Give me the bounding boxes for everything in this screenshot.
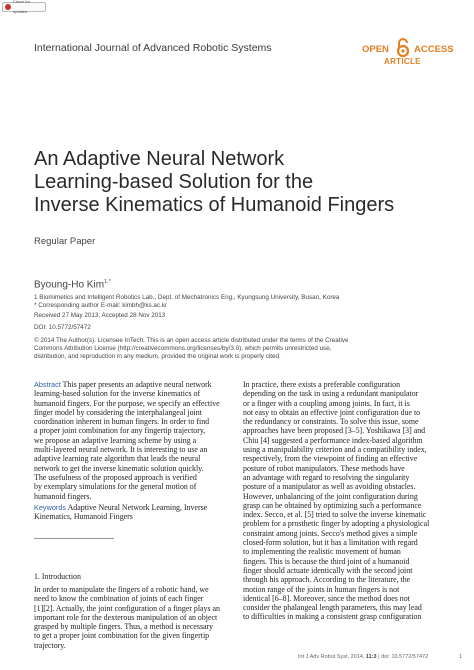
body-line: posture of robot manipulators. These methods have bbox=[243, 463, 405, 473]
author bbox=[34, 279, 111, 290]
body-line: through his approach. According to the literature, the bbox=[243, 575, 411, 585]
affiliation-line: 1 Biomimetics and Intelligent Robotics Lab., Dept. of Mechatronics Eng., Kyungsung University, Busan, Korea bbox=[34, 294, 340, 301]
open-access-left-label: OPEN bbox=[362, 44, 389, 55]
paper-type: Regular Paper bbox=[34, 236, 96, 247]
license-line: Commons Attribution License (http://creativecommons.org/licenses/by/3.0), which permits unrestricted use, bbox=[34, 345, 332, 352]
body-line: fingers. This is because the third joint of a humanoid bbox=[243, 556, 410, 566]
open-access-right-label: ACCESS bbox=[414, 44, 454, 55]
body-line: closed-form solution, but it has a limitation with regard bbox=[243, 538, 418, 548]
license-line: distribution, and reproduction in any medium, provided the original work is properly cited. bbox=[34, 353, 281, 360]
check-for-updates-badge[interactable] bbox=[2, 2, 46, 12]
intro-line: trajectory. bbox=[34, 640, 66, 650]
keywords-label: Keywords bbox=[34, 503, 67, 512]
intro-line: important role for the dexterous manipulation of an object bbox=[34, 612, 218, 622]
body-line: problem for a prosthetic finger by adopting a physiological bbox=[243, 519, 430, 529]
paper-title-line: Inverse Kinematics of Humanoid Fingers bbox=[34, 194, 395, 216]
intro-line: [1][2]. Actually, the joint configuration of a finger plays an bbox=[34, 603, 220, 613]
intro-line: grasped by multiple fingers. Thus, a method is necessary bbox=[34, 622, 214, 632]
open-access-logo bbox=[362, 38, 462, 68]
abstract-line: humanoid fingers. bbox=[34, 491, 92, 501]
body-line: identical [6–8]. Moreover, since the method does not bbox=[243, 593, 410, 603]
footer-doi: | doi: 10.5772/57472 bbox=[376, 654, 429, 660]
body-line: using a manipulability criterion and a compatibility index, bbox=[243, 445, 427, 455]
check-updates-label: Check for updates bbox=[12, 0, 31, 14]
abstract-line: coordination inherent in human fingers. In order to find bbox=[34, 417, 210, 427]
keywords bbox=[34, 503, 226, 522]
body-line: index. Secco, et al. [5] tried to solve the inverse kinematic bbox=[243, 510, 427, 520]
page-footer bbox=[298, 654, 428, 660]
body-line: to difficulties in making a consistent grasp configuration bbox=[243, 612, 422, 622]
right-column-text bbox=[243, 380, 453, 622]
paper-title-line: An Adaptive Neural Network bbox=[34, 148, 285, 170]
body-line: In practice, there exists a preferable configuration bbox=[243, 380, 401, 389]
body-line: Chiu [4] suggested a performance index-based algorithm bbox=[243, 435, 423, 445]
body-line: However, unbalancing of the joint configuration during bbox=[243, 491, 418, 501]
abstract-line: multi-layered neural network. It is interesting to use an bbox=[34, 445, 208, 455]
body-line: to implementing the realistic movement of human bbox=[243, 547, 401, 557]
corresponding-author: * Corresponding author E-mail: kimbh@ks.ac.kr bbox=[34, 302, 168, 309]
abstract-line: we propose an adaptive learning scheme by using a bbox=[34, 435, 197, 445]
license-line: © 2014 The Author(s). Licensee InTech. This is an open access article distributed under the terms of the Creative bbox=[34, 337, 349, 344]
abstract-line: network to get the inverse kinematic solution quickly. bbox=[34, 463, 204, 473]
body-line: the redundancy or constraints. To solve this issue, some bbox=[243, 417, 419, 427]
author-name: Byoung-Ho Kim bbox=[34, 279, 105, 291]
open-access-article-label: ARTICLE bbox=[384, 57, 421, 66]
body-line: motion range of the joints in human fingers is not bbox=[243, 584, 400, 594]
abstract-line: learning-based solution for the inverse kinematics of bbox=[34, 389, 201, 399]
footer-volume: 11:3 bbox=[365, 654, 377, 660]
introduction-text bbox=[34, 585, 226, 650]
received-accepted-dates: Received 27 May 2013; Accepted 28 Nov 2013 bbox=[34, 312, 166, 319]
body-line: finger should actuate identically with the second joint bbox=[243, 565, 413, 575]
body-line: not easy to obtain an effective joint configuration due to bbox=[243, 407, 421, 417]
abstract-line: adaptive learning rate algorithm that leads the neural bbox=[34, 454, 201, 464]
abstract-label: Abstract bbox=[34, 380, 61, 389]
affiliation bbox=[34, 294, 454, 310]
abstract-line: finger model by considering the interphalangeal joint bbox=[34, 407, 202, 417]
page-number: 1 bbox=[459, 654, 463, 660]
check-updates-icon bbox=[5, 4, 11, 10]
body-line: an advantage with regard to resolving the singularity bbox=[243, 472, 410, 482]
open-lock-icon bbox=[395, 38, 411, 58]
abstract bbox=[34, 380, 226, 501]
abstract-line: The usefulness of the proposed approach is verified bbox=[34, 472, 197, 482]
body-line: constraint among joints. Secco's method gives a simple bbox=[243, 528, 418, 538]
body-line: grasp can be obtained by optimizing such a performance bbox=[243, 500, 422, 510]
body-line: posture of a manipulator as well as avoiding obstacles. bbox=[243, 482, 416, 492]
author-marks: 1,* bbox=[104, 279, 111, 285]
intro-line: In order to manipulate the fingers of a robotic hand, we bbox=[34, 585, 209, 594]
keywords-line: Keywords Adaptive Neural Network Learning, Inverse bbox=[34, 503, 208, 512]
body-line: approaches have been proposed [3–5]. Yoshikawa [3] and bbox=[243, 426, 426, 436]
section-heading: 1. Introduction bbox=[34, 572, 81, 581]
body-line: respectively, from the viewpoint of finding an effective bbox=[243, 454, 418, 464]
doi: DOI: 10.5772/57472 bbox=[34, 324, 91, 331]
body-line: or a finger with a coupling among joints. In fact, it is bbox=[243, 398, 410, 408]
intro-line: need to know the combination of joints of each finger bbox=[34, 594, 204, 604]
body-line: depending on the task in using a redundant manipulator bbox=[243, 389, 419, 399]
abstract-line: a proper joint combination for any fingertip trajectory, bbox=[34, 426, 206, 436]
abstract-line: Abstract This paper presents an adaptive neural network bbox=[34, 380, 212, 389]
paper-title bbox=[34, 148, 454, 217]
body-line: consider the phalangeal length parameters, this may lead bbox=[243, 603, 422, 613]
abstract-line: by exemplary simulations for the general motion of bbox=[34, 482, 197, 492]
intro-line: to get a proper joint combination for the given fingertip bbox=[34, 631, 210, 641]
abstract-line: humanoid fingers. For the purpose, we specify an effective bbox=[34, 398, 220, 408]
keywords-line: Kinematics, Humanoid Fingers bbox=[34, 512, 133, 522]
section-divider bbox=[34, 538, 114, 539]
journal-name: International Journal of Advanced Robotic Systems bbox=[34, 42, 272, 54]
footer-journal: Int J Adv Robot Syst, 2014, bbox=[298, 654, 366, 660]
paper-title-line: Learning-based Solution for the bbox=[34, 171, 314, 193]
license-notice bbox=[34, 337, 364, 361]
